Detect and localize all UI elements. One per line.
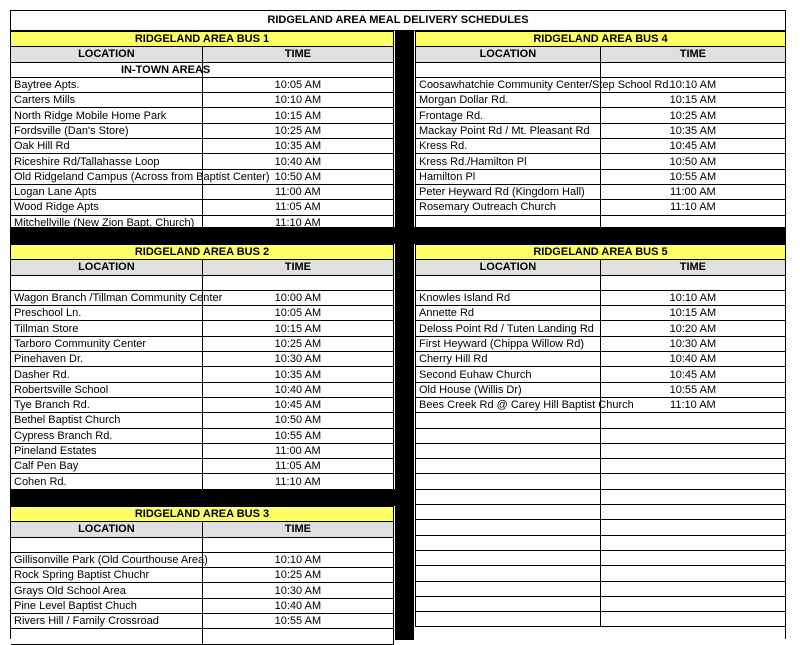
stop-time: 10:25 AM bbox=[202, 568, 393, 583]
stop-location: Wood Ridge Apts bbox=[11, 200, 202, 215]
blank-row bbox=[416, 505, 786, 520]
bus4-header-row bbox=[416, 32, 786, 47]
table-row bbox=[416, 154, 786, 169]
stop-location: Mackay Point Rd / Mt. Pleasant Rd bbox=[416, 123, 601, 138]
table-row bbox=[11, 169, 394, 184]
stop-location: Preschool Ln. bbox=[11, 306, 202, 321]
bus1-subheading: IN-TOWN AREAS bbox=[11, 62, 202, 77]
stop-time: 11:10 AM bbox=[202, 474, 393, 489]
stop-time: 10:15 AM bbox=[202, 108, 393, 123]
stop-time: 11:00 AM bbox=[202, 443, 393, 458]
bus5-header-row bbox=[416, 245, 786, 260]
stop-location: Cherry Hill Rd bbox=[416, 352, 601, 367]
bus2-title: RIDGELAND AREA BUS 2 bbox=[11, 245, 394, 260]
table-row bbox=[11, 321, 394, 336]
location-header: LOCATION bbox=[11, 522, 202, 537]
stop-time: 10:40 AM bbox=[202, 154, 393, 169]
stop-location: Pinehaven Dr. bbox=[11, 352, 202, 367]
page-title: RIDGELAND AREA MEAL DELIVERY SCHEDULES bbox=[11, 11, 785, 31]
table-row bbox=[11, 154, 394, 169]
bus3-table bbox=[11, 506, 394, 645]
stop-location: Fordsville (Dan's Store) bbox=[11, 123, 202, 138]
blank-row bbox=[416, 550, 786, 565]
blank-row bbox=[11, 275, 394, 290]
table-row bbox=[416, 184, 786, 199]
bus5-title: RIDGELAND AREA BUS 5 bbox=[416, 245, 786, 260]
stop-location: Morgan Dollar Rd. bbox=[416, 93, 601, 108]
table-row bbox=[11, 474, 394, 489]
bus2-column-headers bbox=[11, 260, 394, 275]
stop-time: 10:40 AM bbox=[202, 598, 393, 613]
stop-time: 10:30 AM bbox=[202, 352, 393, 367]
stop-time: 10:05 AM bbox=[202, 306, 393, 321]
bus3-header-row bbox=[11, 507, 394, 522]
table-row bbox=[11, 184, 394, 199]
table-row bbox=[11, 552, 394, 567]
stop-location: Second Euhaw Church bbox=[416, 367, 601, 382]
stop-location: Bethel Baptist Church bbox=[11, 413, 202, 428]
stop-location: Wagon Branch /Tillman Community Center bbox=[11, 290, 202, 305]
table-row bbox=[416, 93, 786, 108]
stop-location: Mitchellville (New Zion Bapt. Church) bbox=[11, 215, 202, 230]
stop-location: Tarboro Community Center bbox=[11, 336, 202, 351]
bus4-table bbox=[415, 31, 785, 231]
stop-time: 10:30 AM bbox=[600, 336, 785, 351]
stop-time: 10:45 AM bbox=[600, 139, 785, 154]
stop-time: 10:25 AM bbox=[600, 108, 785, 123]
bus1-subheading-row bbox=[11, 62, 394, 77]
table-row bbox=[416, 336, 786, 351]
blank-row bbox=[416, 428, 786, 443]
blank-row bbox=[416, 489, 786, 504]
table-row bbox=[11, 108, 394, 123]
schedule-sheet bbox=[10, 10, 786, 639]
bus3-stops bbox=[11, 552, 394, 628]
table-row bbox=[11, 583, 394, 598]
blank-row bbox=[416, 596, 786, 611]
stop-location: Cypress Branch Rd. bbox=[11, 428, 202, 443]
location-header: LOCATION bbox=[416, 260, 601, 275]
stop-location: Rosemary Outreach Church bbox=[416, 200, 601, 215]
table-row bbox=[11, 77, 394, 92]
table-row bbox=[11, 443, 394, 458]
bus3-title: RIDGELAND AREA BUS 3 bbox=[11, 507, 394, 522]
table-row bbox=[11, 123, 394, 138]
stop-location: Calf Pen Bay bbox=[11, 459, 202, 474]
table-row bbox=[11, 367, 394, 382]
bus5-stops bbox=[416, 290, 786, 412]
table-row bbox=[11, 413, 394, 428]
stop-location: Kress Rd./Hamilton Pl bbox=[416, 154, 601, 169]
stop-time: 10:50 AM bbox=[202, 169, 393, 184]
blank-row bbox=[416, 581, 786, 596]
stop-location: Pineland Estates bbox=[11, 443, 202, 458]
table-row bbox=[416, 77, 786, 92]
table-row bbox=[11, 352, 394, 367]
stop-time: 11:10 AM bbox=[600, 200, 785, 215]
table-row bbox=[11, 306, 394, 321]
stop-time: 11:10 AM bbox=[600, 397, 785, 412]
bus3-section bbox=[11, 506, 394, 645]
blank-row bbox=[416, 612, 786, 627]
table-row bbox=[416, 139, 786, 154]
stop-location: Annette Rd bbox=[416, 306, 601, 321]
stop-location: Deloss Point Rd / Tuten Landing Rd bbox=[416, 321, 601, 336]
stop-time: 10:35 AM bbox=[202, 367, 393, 382]
stop-location: Baytree Apts. bbox=[11, 77, 202, 92]
stop-location: Old Ridgeland Campus (Across from Baptist Center) bbox=[11, 169, 202, 184]
table-row bbox=[11, 336, 394, 351]
stop-location: Gillisonville Park (Old Courthouse Area) bbox=[11, 552, 202, 567]
stop-location: Rock Spring Baptist Chuchr bbox=[11, 568, 202, 583]
stop-time: 10:25 AM bbox=[202, 336, 393, 351]
bus4-column-headers bbox=[416, 47, 786, 62]
stop-location: Rivers Hill / Family Crossroad bbox=[11, 614, 202, 629]
stop-location: Knowles Island Rd bbox=[416, 290, 601, 305]
blank-row bbox=[416, 474, 786, 489]
stop-location: Oak Hill Rd bbox=[11, 139, 202, 154]
blank-row bbox=[416, 413, 786, 428]
stop-location: First Heyward (Chippa Willow Rd) bbox=[416, 336, 601, 351]
stop-time: 10:20 AM bbox=[600, 321, 785, 336]
table-row bbox=[11, 397, 394, 412]
stop-time: 10:55 AM bbox=[202, 428, 393, 443]
stop-time: 10:30 AM bbox=[202, 583, 393, 598]
stop-time: 10:40 AM bbox=[202, 382, 393, 397]
time-header: TIME bbox=[600, 47, 785, 62]
table-row bbox=[11, 382, 394, 397]
table-row bbox=[11, 598, 394, 613]
stop-time: 10:55 AM bbox=[202, 614, 393, 629]
blank-row bbox=[416, 520, 786, 535]
table-row bbox=[416, 200, 786, 215]
bus1-table bbox=[11, 31, 394, 231]
stop-time: 10:35 AM bbox=[600, 123, 785, 138]
time-header: TIME bbox=[202, 47, 393, 62]
table-row bbox=[416, 382, 786, 397]
stop-time: 11:05 AM bbox=[202, 200, 393, 215]
table-row bbox=[416, 352, 786, 367]
table-row bbox=[11, 93, 394, 108]
location-header: LOCATION bbox=[11, 47, 202, 62]
stop-time: 10:15 AM bbox=[600, 93, 785, 108]
stop-time: 10:10 AM bbox=[600, 77, 785, 92]
blank-row bbox=[416, 566, 786, 581]
table-row bbox=[11, 459, 394, 474]
stop-location: Riceshire Rd/Tallahasse Loop bbox=[11, 154, 202, 169]
stop-time: 10:40 AM bbox=[600, 352, 785, 367]
bus4-stops bbox=[416, 77, 786, 215]
stop-location: Frontage Rd. bbox=[416, 108, 601, 123]
table-row bbox=[11, 290, 394, 305]
stop-time: 10:00 AM bbox=[202, 290, 393, 305]
table-row bbox=[416, 306, 786, 321]
time-header: TIME bbox=[202, 522, 393, 537]
stop-time: 10:35 AM bbox=[202, 139, 393, 154]
horizontal-divider-left-2 bbox=[11, 489, 395, 506]
stop-time: 11:10 AM bbox=[202, 215, 393, 230]
bus2-table bbox=[11, 244, 394, 490]
stop-time: 10:50 AM bbox=[202, 413, 393, 428]
bus2-section bbox=[11, 244, 394, 490]
blank-row bbox=[11, 629, 394, 644]
stop-location: Hamilton Pl bbox=[416, 169, 601, 184]
stop-location: Peter Heyward Rd (Kingdom Hall) bbox=[416, 184, 601, 199]
stop-time: 10:55 AM bbox=[600, 169, 785, 184]
stop-time: 11:00 AM bbox=[600, 184, 785, 199]
stop-location: Coosawhatchie Community Center/Step School Rd. bbox=[416, 77, 601, 92]
table-row bbox=[416, 108, 786, 123]
stop-time: 10:50 AM bbox=[600, 154, 785, 169]
stop-location: Tye Branch Rd. bbox=[11, 397, 202, 412]
location-header: LOCATION bbox=[416, 47, 601, 62]
stop-location: Dasher Rd. bbox=[11, 367, 202, 382]
table-row bbox=[11, 139, 394, 154]
table-row bbox=[11, 215, 394, 230]
vertical-divider bbox=[395, 31, 414, 640]
stop-time: 10:10 AM bbox=[202, 552, 393, 567]
bus5-section bbox=[415, 244, 785, 627]
stop-time: 10:10 AM bbox=[202, 93, 393, 108]
blank-row bbox=[416, 62, 786, 77]
table-row bbox=[416, 123, 786, 138]
bus5-column-headers bbox=[416, 260, 786, 275]
bus2-header-row bbox=[11, 245, 394, 260]
table-row bbox=[11, 428, 394, 443]
table-row bbox=[416, 321, 786, 336]
stop-location: Bees Creek Rd @ Carey Hill Baptist Church bbox=[416, 397, 601, 412]
stop-time: 10:25 AM bbox=[202, 123, 393, 138]
location-header: LOCATION bbox=[11, 260, 202, 275]
stop-location: Logan Lane Apts bbox=[11, 184, 202, 199]
bus1-stops bbox=[11, 77, 394, 230]
bus5-table bbox=[415, 244, 785, 627]
blank-row bbox=[416, 215, 786, 230]
stop-time: 10:15 AM bbox=[600, 306, 785, 321]
stop-time: 11:00 AM bbox=[202, 184, 393, 199]
stop-time: 11:05 AM bbox=[202, 459, 393, 474]
stop-location: Robertsville School bbox=[11, 382, 202, 397]
blank-row bbox=[416, 459, 786, 474]
table-row bbox=[11, 200, 394, 215]
bus3-column-headers bbox=[11, 522, 394, 537]
table-row bbox=[11, 568, 394, 583]
bus2-stops bbox=[11, 290, 394, 489]
stop-time: 10:05 AM bbox=[202, 77, 393, 92]
stop-time: 10:55 AM bbox=[600, 382, 785, 397]
stop-location: Carters Mills bbox=[11, 93, 202, 108]
time-header: TIME bbox=[202, 260, 393, 275]
stop-location: Cohen Rd. bbox=[11, 474, 202, 489]
stop-time: 10:15 AM bbox=[202, 321, 393, 336]
blank-row bbox=[416, 275, 786, 290]
bus1-header-row bbox=[11, 32, 394, 47]
table-row bbox=[416, 397, 786, 412]
stop-location: North Ridge Mobile Home Park bbox=[11, 108, 202, 123]
stop-location: Tillman Store bbox=[11, 321, 202, 336]
table-row bbox=[416, 169, 786, 184]
stop-location: Kress Rd. bbox=[416, 139, 601, 154]
stop-location: Grays Old School Area bbox=[11, 583, 202, 598]
stop-location: Pine Level Baptist Chuch bbox=[11, 598, 202, 613]
time-header: TIME bbox=[600, 260, 785, 275]
table-row bbox=[416, 367, 786, 382]
stop-time: 10:10 AM bbox=[600, 290, 785, 305]
table-row bbox=[11, 614, 394, 629]
bus1-title: RIDGELAND AREA BUS 1 bbox=[11, 32, 394, 47]
blank-row bbox=[416, 535, 786, 550]
bus5-blank-rows bbox=[416, 413, 786, 627]
stop-location: Old House (Willis Dr) bbox=[416, 382, 601, 397]
bus1-section bbox=[11, 31, 394, 231]
bus1-column-headers bbox=[11, 47, 394, 62]
blank-row bbox=[11, 537, 394, 552]
bus4-section bbox=[415, 31, 785, 231]
stop-time: 10:45 AM bbox=[600, 367, 785, 382]
bus4-title: RIDGELAND AREA BUS 4 bbox=[416, 32, 786, 47]
blank-row bbox=[416, 443, 786, 458]
table-row bbox=[416, 290, 786, 305]
stop-time: 10:45 AM bbox=[202, 397, 393, 412]
